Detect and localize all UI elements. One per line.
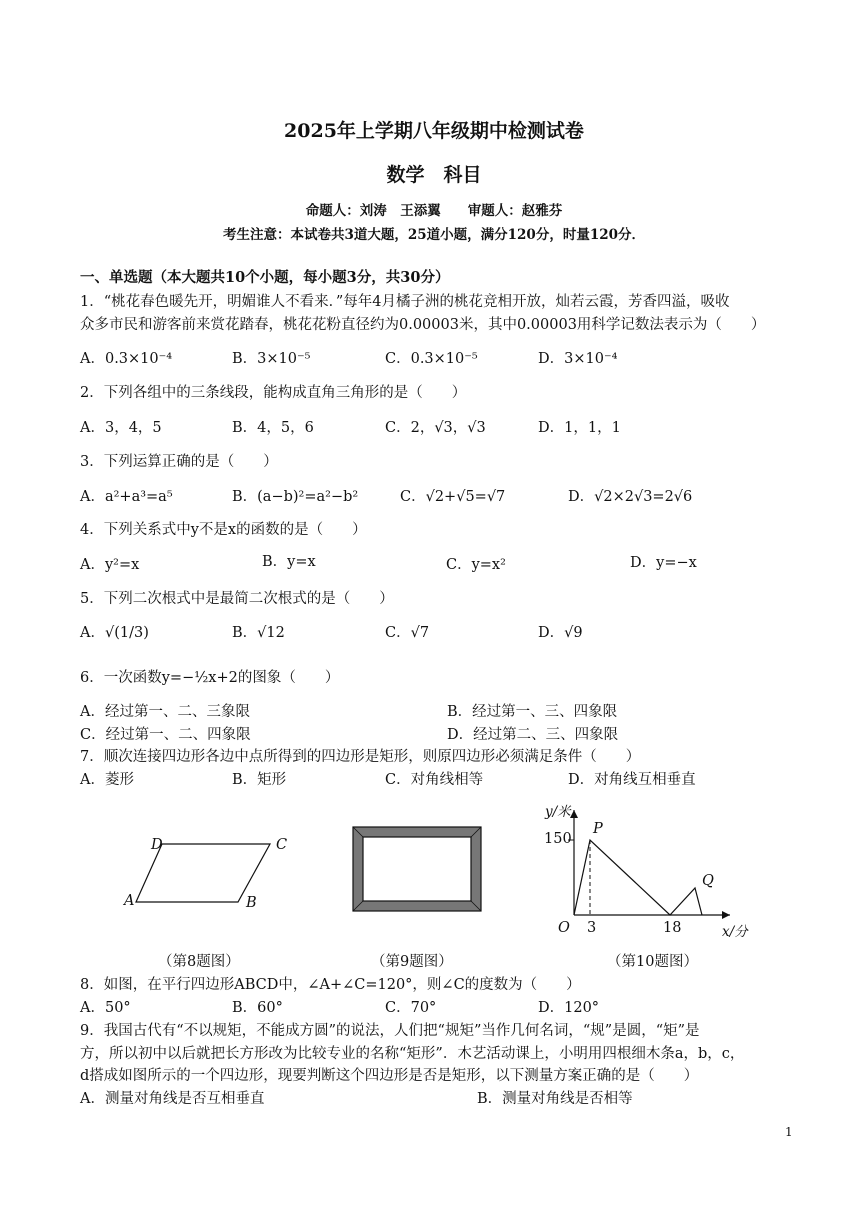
q8-option-b: B．60° — [232, 1000, 283, 1016]
q1-line1: 1．“桃花春色暖先开，明媚谁人不看来．”每年4月橘子洲的桃花竞相开放，灿若云霞，芳香四溢，吸收 — [80, 294, 730, 310]
section-heading: 一、单选题（本大题共10个小题，每小题3分，共30分） — [80, 269, 450, 286]
fig10-point-p: P — [593, 821, 603, 837]
q6-stem: 6．一次函数y=−½x+2的图象（ ） — [80, 670, 340, 686]
q8-option-c: C．70° — [385, 1000, 437, 1016]
q4-option-c: C．y=x² — [446, 557, 506, 573]
fig10-x-tick-3: 3 — [587, 920, 597, 936]
fig10-caption: （第10题图） — [607, 954, 698, 970]
q7-stem: 7．顺次连接四边形各边中点所得到的四边形是矩形，则原四边形必须满足条件（ ） — [80, 749, 641, 765]
q3-option-d: D．√2×2√3=2√6 — [568, 489, 693, 505]
q9-option-a: A．测量对角线是否互相垂直 — [80, 1091, 265, 1107]
q9-line3: d搭成如图所示的一个四边形，现要判断这个四边形是否是矩形，以下测量方案正确的是（ ） — [80, 1068, 699, 1084]
q3-option-a: A．a²+a³=a⁵ — [80, 489, 173, 505]
q8-stem: 8．如图，在平行四边形ABCD中，∠A+∠C=120°，则∠C的度数为（ ） — [80, 977, 581, 993]
q5-option-a: A．√(1/3) — [80, 625, 149, 641]
q4-option-a: A．y²=x — [80, 557, 140, 573]
q9-line1: 9．我国古代有“不以规矩，不能成方圆”的说法，人们把“规矩”当作几何名词，“规”是圆，“矩”是 — [80, 1023, 700, 1039]
authors-line: 命题人：刘涛 王添翼 审题人：赵雅芬 — [305, 203, 563, 219]
fig10-origin: O — [558, 920, 570, 936]
figure-10-graph — [540, 800, 755, 940]
fig10-x-tick-18: 18 — [663, 920, 682, 936]
exam-title: 2025年上学期八年级期中检测试卷 — [284, 120, 584, 142]
q4-option-d: D．y=−x — [630, 555, 697, 571]
q5-option-c: C．√7 — [385, 625, 430, 641]
q9-option-b: B．测量对角线是否相等 — [477, 1091, 633, 1107]
q4-stem: 4．下列关系式中y不是x的函数的是（ ） — [80, 522, 367, 538]
fig8-label-b: B — [246, 895, 257, 911]
q3-option-b: B．(a−b)²=a²−b² — [232, 489, 359, 505]
fig8-label-a: A — [124, 893, 135, 909]
q2-option-a: A．3，4，5 — [80, 420, 162, 436]
fig10-y-tick: 150 — [544, 831, 572, 847]
q7-option-c: C．对角线相等 — [385, 772, 484, 788]
q2-option-c: C．2，√3，√3 — [385, 420, 486, 436]
q6-option-a: A．经过第一、二、三象限 — [80, 704, 250, 720]
q5-option-b: B．√12 — [232, 625, 285, 641]
q6-option-c: C．经过第一、二、四象限 — [80, 727, 251, 743]
q8-option-a: A．50° — [80, 1000, 131, 1016]
q6-option-b: B．经过第一、三、四象限 — [447, 704, 618, 720]
q7-option-b: B．矩形 — [232, 772, 287, 788]
q8-option-d: D．120° — [538, 1000, 600, 1016]
q7-option-a: A．菱形 — [80, 772, 134, 788]
q2-stem: 2．下列各组中的三条线段，能构成直角三角形的是（ ） — [80, 385, 467, 401]
fig8-caption: （第8题图） — [158, 954, 240, 970]
q1-option-b: B．3×10⁻⁵ — [232, 351, 311, 367]
subject-title: 数学 科目 — [386, 164, 482, 186]
page-number: 1 — [785, 1125, 793, 1139]
fig9-caption: （第9题图） — [371, 954, 453, 970]
q5-option-d: D．√9 — [538, 625, 583, 641]
figure-9-frame — [350, 824, 486, 914]
q5-stem: 5．下列二次根式中是最简二次根式的是（ ） — [80, 591, 394, 607]
q7-option-d: D．对角线互相垂直 — [568, 772, 696, 788]
q6-option-d: D．经过第二、三、四象限 — [447, 727, 619, 743]
q2-option-b: B．4，5，6 — [232, 420, 314, 436]
q9-line2: 方，所以初中以后就把长方形改为比较专业的名称“矩形”．木艺活动课上，小明用四根细木条a，b，c， — [80, 1046, 745, 1062]
fig8-label-d: D — [151, 837, 163, 853]
fig10-x-axis-label: x/分 — [722, 924, 748, 940]
q3-option-c: C．√2+√5=√7 — [400, 489, 506, 505]
q4-option-b: B．y=x — [262, 554, 316, 570]
q1-option-c: C．0.3×10⁻⁵ — [385, 351, 478, 367]
fig10-y-axis-label: y/米 — [545, 804, 571, 820]
fig8-label-c: C — [276, 837, 288, 853]
q2-option-d: D．1，1，1 — [538, 420, 621, 436]
fig10-point-q: Q — [702, 873, 714, 889]
q1-line2: 众多市民和游客前来赏花踏春，桃花花粉直径约为0.00003米，其中0.00003用科学记数法表示为（ ） — [80, 317, 766, 333]
q1-option-d: D．3×10⁻⁴ — [538, 351, 618, 367]
q3-stem: 3．下列运算正确的是（ ） — [80, 454, 278, 470]
figure-8-parallelogram — [120, 832, 295, 914]
notice-line: 考生注意：本试卷共3道大题，25道小题，满分120分，时量120分． — [222, 227, 646, 243]
q1-option-a: A．0.3×10⁻⁴ — [80, 351, 173, 367]
